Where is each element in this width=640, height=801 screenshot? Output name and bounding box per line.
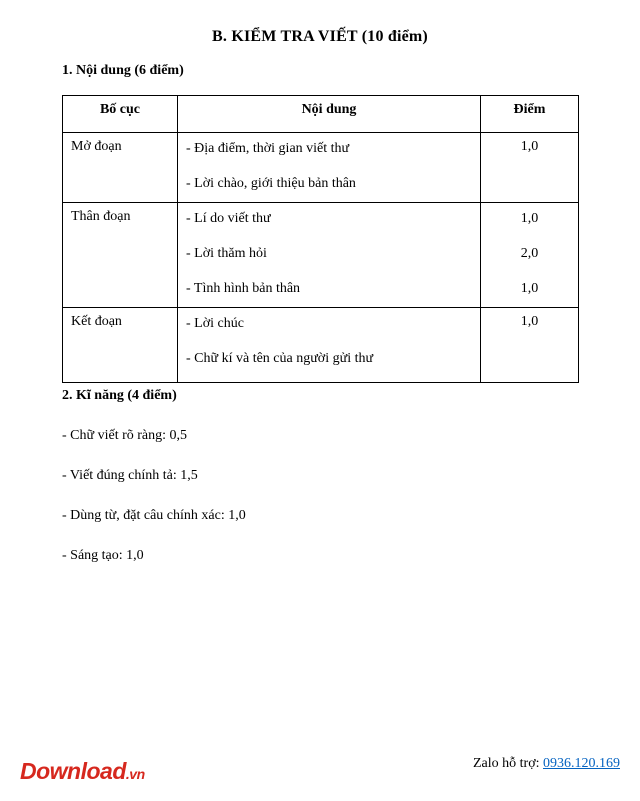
downloadvn-logo [20, 758, 145, 785]
content-line: - Lí do viết thư [186, 211, 271, 226]
table-row-closing [63, 308, 579, 383]
section-1-heading: 1. Nội dung (6 điểm) [62, 63, 184, 78]
list-item: - Viết đúng chính tả: 1,5 [62, 468, 198, 483]
cell-points [481, 203, 579, 308]
list-item: - Sáng tạo: 1,0 [62, 548, 144, 563]
table-header-row [63, 96, 579, 133]
logo-text-suffix: .vn [125, 766, 145, 782]
logo-text-main: Download [20, 758, 126, 784]
cell-content [178, 203, 481, 308]
cell-part-name: Kết đoạn [63, 308, 178, 383]
points-value: 1,0 [520, 211, 539, 226]
content-line: - Chữ kí và tên của người gửi thư [186, 351, 374, 366]
cell-content [178, 308, 481, 383]
content-line: - Địa điểm, thời gian viết thư [186, 141, 350, 156]
document-title: B. KIỂM TRA VIẾT (10 điểm) [212, 28, 428, 45]
content-line: - Lời chúc [186, 316, 244, 331]
table-row-opening [63, 133, 579, 203]
document-content [0, 28, 640, 565]
points-value: 2,0 [520, 246, 539, 261]
skill-list [62, 426, 578, 565]
zalo-support-label: Zalo hỗ trợ: [473, 756, 543, 771]
points-value: 1,0 [520, 314, 539, 329]
zalo-phone-link[interactable]: 0936.120.169 [543, 756, 620, 771]
list-item: - Chữ viết rõ ràng: 0,5 [62, 428, 188, 443]
table-row-body [63, 203, 579, 308]
list-item: - Dùng từ, đặt câu chính xác: 1,0 [62, 508, 246, 523]
cell-points [481, 308, 579, 383]
section-2-heading: 2. Kĩ năng (4 điểm) [62, 388, 177, 403]
cell-part-name: Mở đoạn [63, 133, 178, 203]
content-line: - Tình hình bản thân [186, 281, 301, 296]
points-value: 1,0 [520, 281, 539, 296]
column-header-points: Điểm [481, 96, 579, 133]
rubric-table [62, 95, 579, 383]
zalo-support [473, 756, 620, 772]
cell-content [178, 133, 481, 203]
column-header-content: Nội dung [178, 96, 481, 133]
cell-part-name: Thân đoạn [63, 203, 178, 308]
content-line: - Lời chào, giới thiệu bản thân [186, 176, 356, 191]
column-header-structure: Bố cục [63, 96, 178, 133]
cell-points [481, 133, 579, 203]
points-value: 1,0 [520, 139, 539, 154]
content-line: - Lời thăm hỏi [186, 246, 267, 261]
